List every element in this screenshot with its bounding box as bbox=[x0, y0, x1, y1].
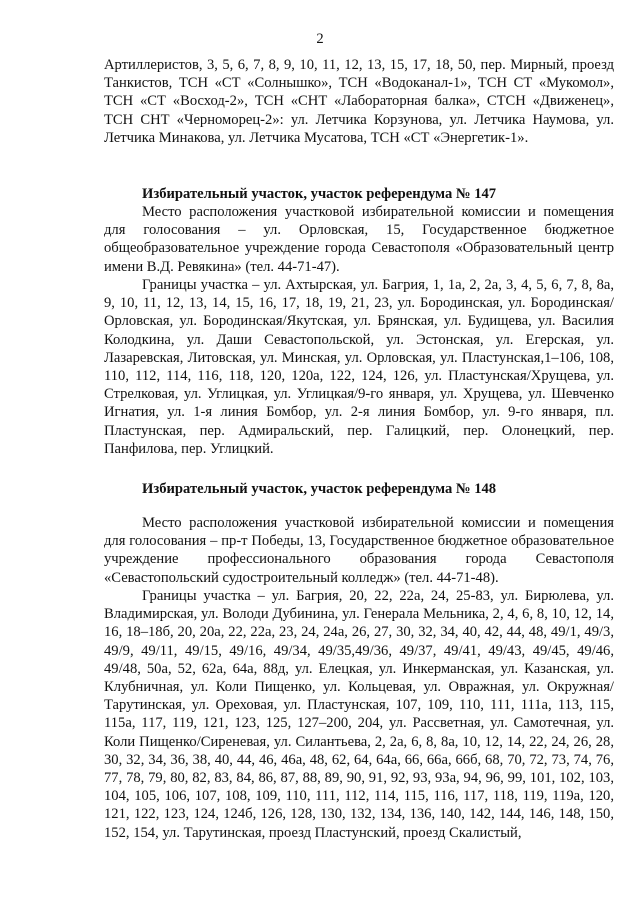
section-148-location: Место расположения участковой избирательной комиссии и помещения для голосования – пр-т Победы, 13, Государственное бюджетное образовательное учреждение профессионального образования города Севастополя «Севастопольский судостроительный колледж» (тел. 44-71-48). bbox=[104, 515, 614, 586]
section-147-heading: Избирательный участок, участок референдума № 147 bbox=[142, 186, 497, 202]
continuation-paragraph: Артиллеристов, 3, 5, 6, 7, 8, 9, 10, 11, 12, 13, 15, 17, 18, 50, пер. Мирный, проезд Танкистов, ТСН «СТ «Солнышко», ТСН «Водоканал-1», ТСН СТ «Мукомол», ТСН «СТ «Восход-2», ТСН «СНТ «Лабораторная балка», СТСН «Движенец», ТСН СНТ «Черноморец-2»: ул. Летчика Корзунова, ул. Летчика Наумова, ул. Летчика Минакова, ул. Летчика Мусатова, ТСН «СТ «Энергетик-1». bbox=[104, 57, 614, 146]
section-147-location: Место расположения участковой избирательной комиссии и помещения для голосования – ул. Орловская, 15, Государственное бюджетное общеобразовательное учреждение города Севастополя «Образовательный центр имени В.Д. Ревякина» (тел. 44-71-47). bbox=[104, 204, 614, 275]
page-number: 2 bbox=[316, 31, 324, 47]
section-147-boundaries: Границы участка – ул. Ахтырская, ул. Багрия, 1, 1а, 2, 2а, 3, 4, 5, 6, 7, 8, 8а, 9, 10, 11, 12, 13, 14, 15, 16, 17, 18, 19, 21, 23, ул. Бородинская, ул. Бородинская/Орловская, ул. Бородинская/Якутская, ул. Брянская, ул. Будищева, ул. Василия Колодкина, ул. Даши Севастопольской, ул. Эстонская, ул. Егерская, ул. Лазаревская, Литовская, ул. Минская, ул. Орловская, ул. Пластунская,1–106, 108, 110, 112, 114, 116, 118, 120, 120а, 122, 124, 126, ул. Пластунская/Хрущева, ул. Стрелковая, ул. Углицкая, ул. Углицкая/9-го января, ул. Хрущева, ул. Шевченко Игнатия, ул. 1-я линия Бомбор, ул. 2-я линия Бомбор, ул. 9-го января, пл. Пластунская, пер. Адмиральский, пер. Галицкий, пер. Олонецкий, пер. Панфилова, пер. Углицкий. bbox=[104, 277, 614, 457]
section-148-heading: Избирательный участок, участок референдума № 148 bbox=[142, 481, 497, 497]
section-148-boundaries: Границы участка – ул. Багрия, 20, 22, 22а, 24, 25-83, ул. Бирюлева, ул. Владимирская, ул. Володи Дубинина, ул. Генерала Мельника, 2, 4, 6, 8, 10, 12, 14, 16, 18–18б, 20, 20а, 22, 22а, 23, 24, 24а, 26, 27, 30, 32, 34, 40, 42, 44, 48, 49/1, 49/3, 49/9, 49/11, 49/15, 49/16, 49/34, 49/35,49/36, 49/37, 49/41, 49/43, 49/45, 49/46, 49/48, 50а, 52, 62а, 64а, 88д, ул. Елецкая, ул. Инкерманская, ул. Казанская, ул. Клубничная, ул. Коли Пищенко, ул. Кольцевая, ул. Овражная, ул. Окружная/Тарутинская, ул. Ореховая, ул. Пластунская, 107, 109, 110, 111, 111а, 113, 115, 115а, 117, 119, 121, 123, 125, 127–200, 204, ул. Рассветная, ул. Самотечная, ул. Коли Пищенко/Сиреневая, ул. Силантьева, 2, 2а, 6, 8, 8а, 10, 12, 14, 22, 24, 26, 28, 30, 32, 34, 36, 38, 40, 44, 46, 46а, 48, 62, 64, 64а, 66, 66а, 66б, 68, 70, 72, 73, 74, 76, 77, 78, 79, 80, 82, 83, 84, 86, 87, 88, 89, 90, 91, 92, 93, 93а, 94, 96, 99, 101, 102, 103, 104, 105, 106, 107, 108, 109, 110, 111, 112, 114, 115, 116, 117, 118, 119, 119а, 120, 121, 122, 123, 124, 124б, 126, 128, 130, 132, 134, 136, 140, 142, 144, 146, 148, 150, 152, 154, ул. Тарутинская, проезд Пластунский, проезд Скалистый, bbox=[104, 588, 614, 841]
